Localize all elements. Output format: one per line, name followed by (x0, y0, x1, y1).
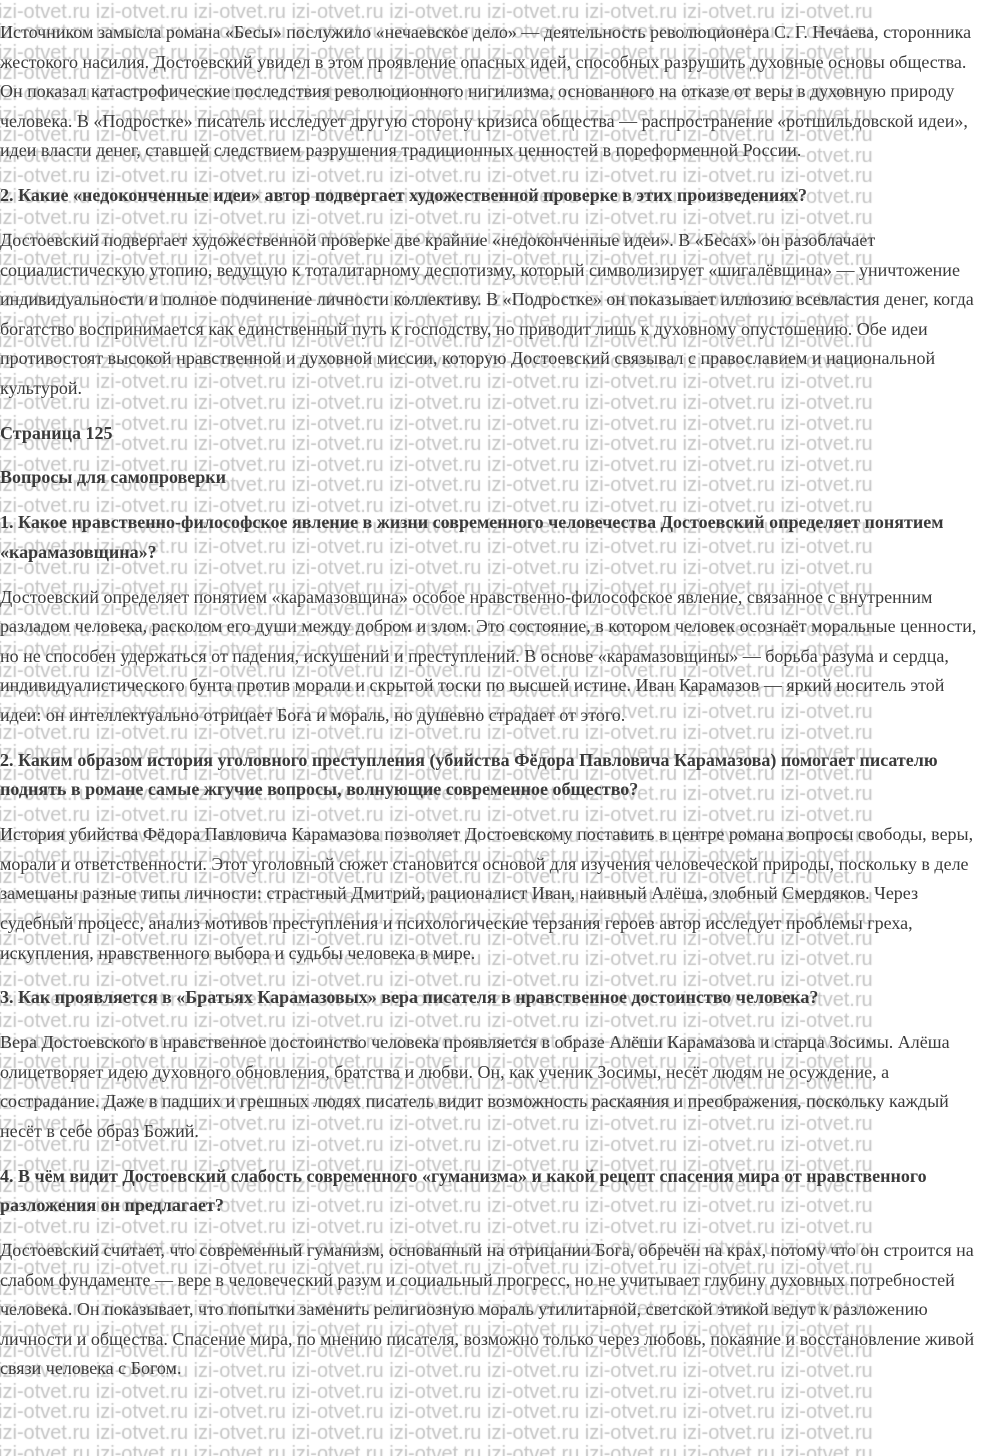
paragraph: Источником замысла романа «Бесы» послужило «нечаевское дело» — деятельность революционера С. Г. Нечаева, сторонника жестокого насилия. Достоевский увидел в этом проявление опасных идей, способных разрушить духовные основы общества. Он показал катастрофические последствия революционного нигилизма, основанного на отказе от веры в духовную природу человека. В «Подростке» писатель исследует другую сторону кризиса общества — распространение «ротшильдовской идеи», идеи власти денег, ставшей следствием разрушения традиционных ценностей в пореформенной России. (0, 22, 972, 161)
question-heading: 2. Какие «недоконченные идеи» автор подвергает художественной проверке в этих произведениях? (0, 185, 807, 206)
question-heading: 4. В чём видит Достоевский слабость современного «гуманизма» и какой рецепт спасения мира от нравственного разложения он предлагает? (0, 1165, 927, 1216)
answer-paragraph: Достоевский подвергает художественной проверке две крайние «недоконченные идеи». В «Бесах» он разоблачает социалистическую утопию, ведущую к тоталитарному деспотизму, который символизирует «шигалёвщина» — уничтожение индивидуальности и полное подчинение личности коллективу. В «Подростке» он показывает иллюзию всевластия денег, когда богатство воспринимается как единственный путь к господству, но приводит лишь к духовному опустошению. Обе идеи противостоят высокой нравственной и духовной миссии, которую Достоевский связывал с православием и национальной культурой. (0, 229, 974, 398)
answer-paragraph: Достоевский определяет понятием «карамазовщина» особое нравственно-философское явление, связанное с внутренним разладом человека, расколом его души между добром и злом. Это состояние, в котором человек осознаёт моральные ценности, но не способен удержаться от падения, искушений и преступлений. В основе «карамазовщины» — борьба разума и сердца, индивидуалистического бунта против морали и скрытой тоски по высшей истине. Иван Карамазов — яркий носитель этой идеи: он интеллектуально отрицает Бога и мораль, но душевно страдает от этого. (0, 586, 977, 725)
question-heading: 1. Какое нравственно-философское явление в жизни современного человечества Достоевский определяет понятием «карамазовщина»? (0, 512, 944, 562)
question-heading: 2. Каким образом история уголовного преступления (убийства Фёдора Павловича Карамазова) помогает писателю поднять в романе самые жгучие вопросы, волнующие современное общество? (0, 749, 938, 800)
question-heading: 3. Как проявляется в «Братьях Карамазовых» вера писателя в нравственное достоинство человека? (0, 987, 819, 1008)
answer-paragraph: Вера Достоевского в нравственное достоинство человека проявляется в образе Алёши Карамазова и старца Зосимы. Алёша олицетворяет идею духовного обновления, братства и любви. Он, как ученик Зосимы, несёт людям не осуждение, а сострадание. Даже в падших и грешных людях писатель видит возможность раскаяния и преображения, поскольку каждый несёт в себе образ Божий. (0, 1032, 950, 1141)
page-heading: Страница 125 (0, 422, 113, 443)
answer-paragraph: История убийства Фёдора Павловича Карамазова позволяет Достоевскому поставить в центре романа вопросы свободы, веры, морали и ответственности. Этот уголовный сюжет становится основой для изучения человеческой природы, поскольку в деле замешаны разные типы личности: страстный Дмитрий, рационалист Иван, наивный Алёша, злобный Смердяков. Через судебный процесс, анализ мотивов преступления и психологические терзания героев автор исследует проблемы греха, искупления, нравственного выбора и судьбы человека в мире. (0, 824, 974, 963)
section-heading: Вопросы для самопроверки (0, 467, 227, 488)
answer-paragraph: Достоевский считает, что современный гуманизм, основанный на отрицании Бога, обречён на крах, потому что он строится на слабом фундаменте — вере в человеческий разум и социальный прогресс, но не учитывает глубину духовных потребностей человека. Он показывает, что попытки заменить религиозную мораль утилитарной, светской этикой ведут к разложению личности и общества. Спасение мира, по мнению писателя, возможно только через любовь, покаяние и восстановление живой связи человека с Богом. (0, 1240, 975, 1379)
